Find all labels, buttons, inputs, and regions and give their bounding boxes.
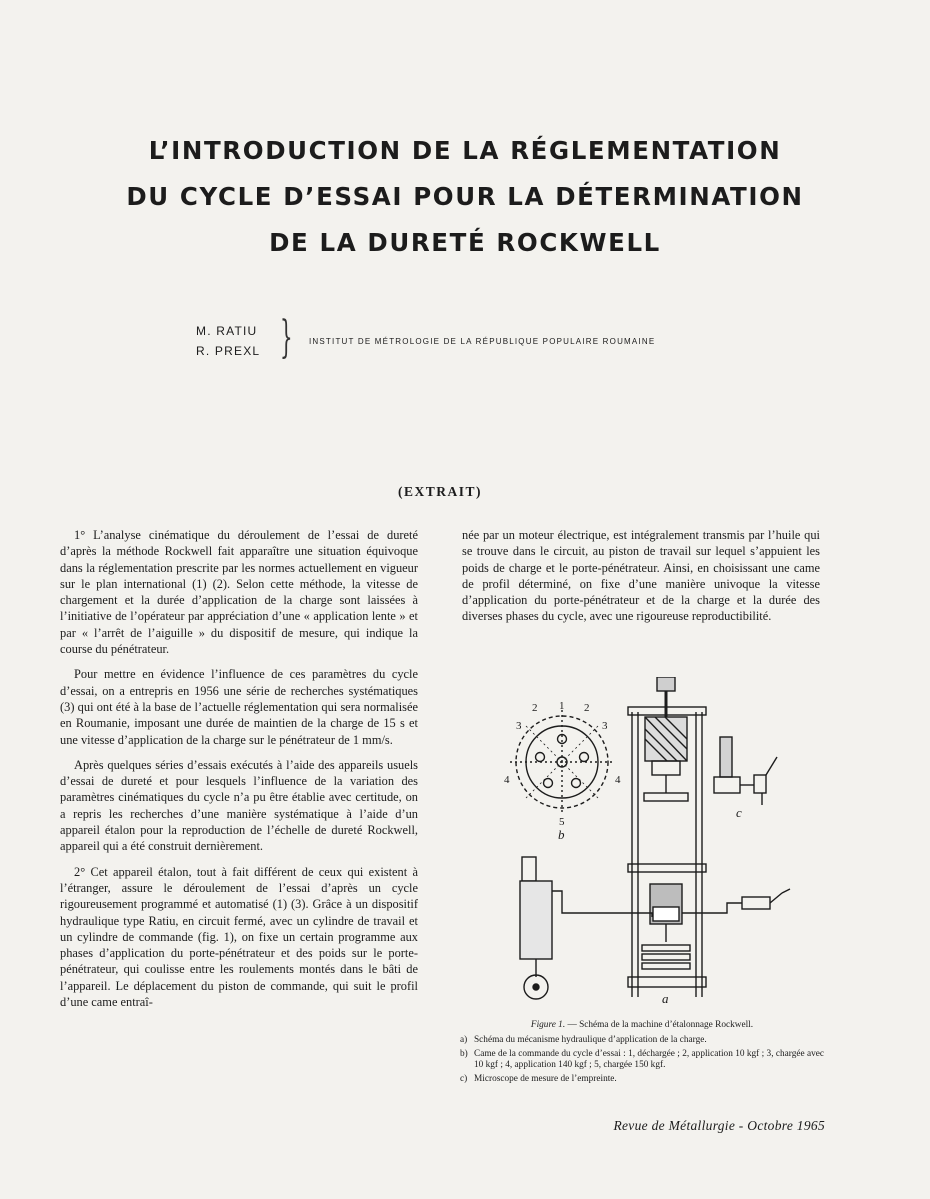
caption-item-c: c) Microscope de mesure de l’empreinte. — [460, 1074, 617, 1084]
author-brace: } — [280, 312, 293, 363]
author-prexl: R. PREXL — [196, 344, 261, 358]
cam-number-2-right: 2 — [584, 702, 590, 714]
paragraph: 2° Cet appareil étalon, tout à fait différent de ceux qui existent à l’étranger, assure le déroulement de l’essai d’après un cycle rigoureusement programmé et automatisé (1) (3). Grâce à un dispositif hydraulique type Ratiu, en circuit fermé, avec un cylindre de travail et un cylindre de commande (fig. 1), on fixe un certain programme aux phases d’application du porte-pénétrateur et des poids sur le porte-pénétrateur, qui coulisse entre les roulements montés dans le bâti de l’appareil. Le déplacement du piston de commande, qui suit le profil d’une came entraî- — [60, 864, 418, 1010]
author-list — [196, 321, 260, 361]
cam-number-5: 5 — [559, 816, 565, 828]
control-cylinder — [520, 857, 790, 999]
cam-diagram — [510, 710, 614, 814]
article-title — [60, 128, 870, 266]
cam-number-1: 1 — [559, 700, 565, 712]
title-line-2: DU CYCLE D’ESSAI POUR LA DÉTERMINATION — [126, 182, 804, 211]
figure-label-a: a — [662, 991, 669, 1005]
institute-affiliation: INSTITUT DE MÉTROLOGIE DE LA RÉPUBLIQUE POPULAIRE ROUMAINE — [309, 337, 656, 346]
machine-schematic-figure — [492, 677, 792, 1005]
figure-label-c: c — [736, 805, 742, 820]
paragraph: née par un moteur électrique, est intégralement transmis par l’huile qui se trouve dans le circuit, au piston de travail sur lequel s’appuient les poids de charge et le porte-pénétrateur. Ainsi, en choisissant une came de profil déterminé, on fixe d’une manière univoque la vitesse d’application du porte-pénétrateur et de la charge et la durée des diverses phases du cycle, avec une rigoureuse reproductibilité. — [462, 528, 820, 624]
caption-item-b: b) Came de la commande du cycle d’essai : 1, déchargée ; 2, application 10 kgf ; 3, chargée avec 10 kgf ; 4, application 140 kgf ; 5, chargée 150 kgf. — [460, 1049, 824, 1070]
paragraph: Pour mettre en évidence l’influence de ces paramètres du cycle d’essai, on a entrepris en 1956 une série de recherches systématiques (3) qui ont été à la base de l’actuelle réglementation qui sera normalisée en Roumanie, imposant une durée de maintien de la charge de 15 s et une vitesse d’application de la charge sur le pénétrateur de 1 mm/s. — [60, 667, 418, 747]
caption-item-a: a) Schéma du mécanisme hydraulique d’application de la charge. — [460, 1035, 707, 1045]
author-ratiu: M. RATIU — [196, 324, 258, 338]
figure-label-b: b — [558, 827, 565, 842]
cam-number-3-right: 3 — [602, 720, 608, 732]
cam-number-4-right: 4 — [615, 774, 621, 786]
cam-number-3-left: 3 — [516, 720, 522, 732]
title-line-1: L’INTRODUCTION DE LA RÉGLEMENTATION — [148, 136, 782, 165]
column-left — [60, 527, 418, 1019]
caption-title: — Schéma de la machine d’étalonnage Rockwell. — [565, 1020, 754, 1030]
paragraph: 1° L’analyse cinématique du déroulement de l’essai de dureté d’après la méthode Rockwell fait apparaître une situation équivoque dans la réglementation prescrite par les normes actuellement en vigueur sur le plan international (1) (2). Selon cette méthode, la vitesse de chargement et la durée d’application de la charge sont laissées à l’initiative de l’opérateur par appréciation d’une « application lente » et par « l’arrêt de l’aiguille » du dispositif de mesure, qui indique la course du pénétrateur. — [60, 528, 418, 657]
cam-number-2-left: 2 — [532, 702, 538, 714]
paragraph: Après quelques séries d’essais exécutés à l’aide des appareils usuels d’essai de dureté et pour lesquels l’influence de la variation des paramètres cinématiques du cycle n’a pu être établie avec certitude, on a repris les recherches d’une manière systématique à l’aide d’un appareil étalon pour la reproduction de l’échelle de dureté Rockwell, appareil qui a été construit dernièrement. — [60, 757, 418, 854]
title-line-3: DE LA DURETÉ ROCKWELL — [269, 228, 661, 257]
journal-footer: Revue de Métallurgie - Octobre 1965 — [613, 1118, 825, 1133]
microscope — [714, 737, 777, 805]
section-heading-extrait: (EXTRAIT) — [397, 484, 482, 499]
cam-number-4-left: 4 — [504, 774, 510, 786]
machine-frame — [628, 677, 706, 997]
caption-figure-number: Figure 1. — [530, 1020, 566, 1030]
column-right — [462, 527, 820, 634]
figure-caption — [460, 1020, 824, 1088]
